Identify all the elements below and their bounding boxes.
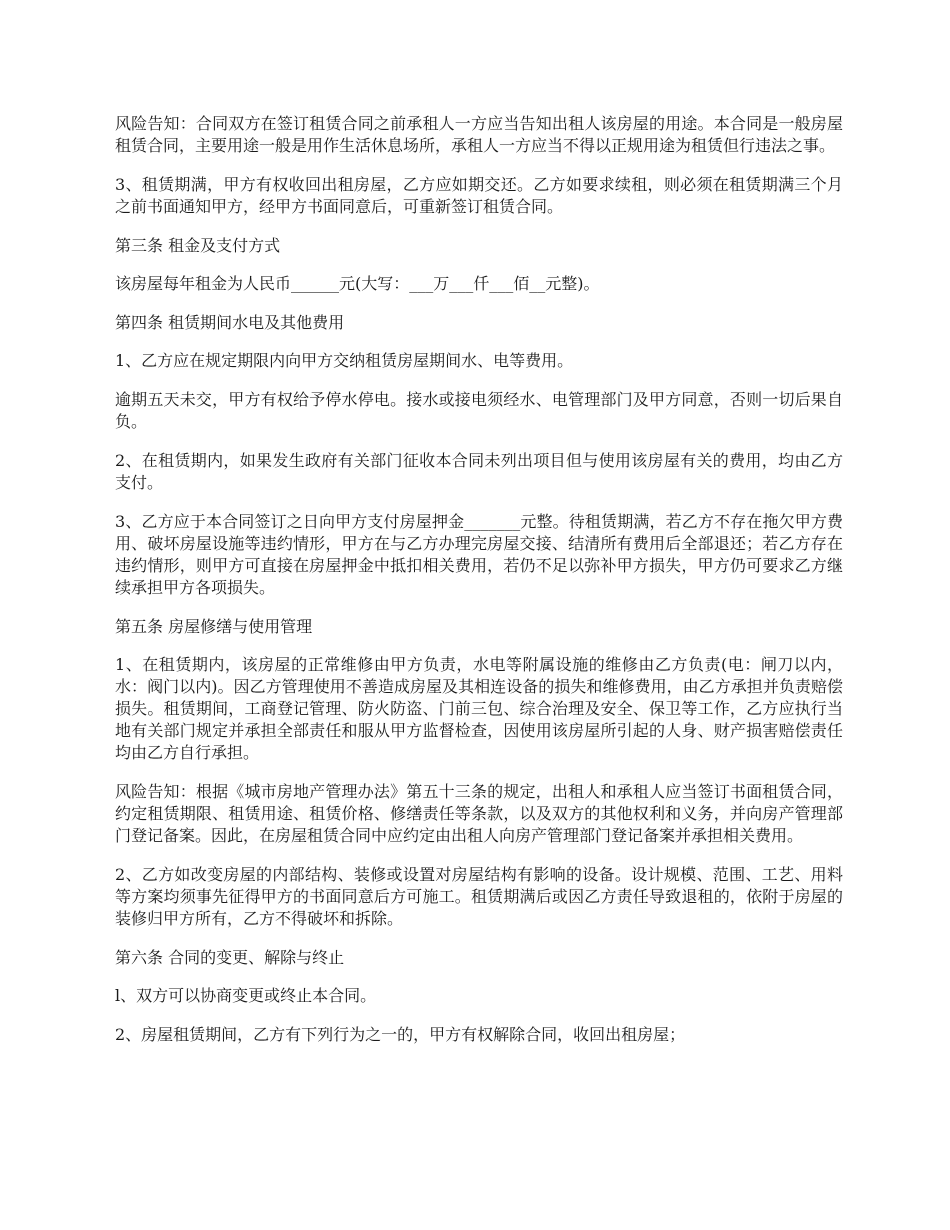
article-heading: 第五条 房屋修缮与使用管理 [115, 617, 313, 636]
clause-paragraph: l、双方可以协商变更或终止本合同。 [115, 986, 377, 1005]
clause-paragraph: 2、乙方如改变房屋的内部结构、装修或设置对房屋结构有影响的设备。设计规模、范围、工艺、用料等方案均须事先征得甲方的书面同意后方可施工。租赁期满后或因乙方责任导致退租的，依附于房屋的装修归甲方所有，乙方不得破坏和拆除。 [115, 865, 843, 928]
document-body [115, 113, 843, 1063]
article-heading: 第四条 租赁期间水电及其他费用 [115, 313, 345, 332]
clause-paragraph: 1、在租赁期内，该房屋的正常维修由甲方负责，水电等附属设施的维修由乙方负责(电：闸刀以内，水：阀门以内)。因乙方管理使用不善造成房屋及其相连设备的损失和维修费用，由乙方承担并负责赔偿损失。租赁期间，工商登记管理、防火防盗、门前三包、综合治理及安全、保卫等工作，乙方应执行当地有关部门规定并承担全部责任和服从甲方监督检查，因使用该房屋所引起的人身、财产损害赔偿责任均由乙方自行承担。 [115, 655, 843, 762]
clause-paragraph: 逾期五天未交，甲方有权给予停水停电。接水或接电须经水、电管理部门及甲方同意，否则一切后果自负。 [115, 390, 843, 431]
clause-paragraph: 2、房屋租赁期间，乙方有下列行为之一的，甲方有权解除合同，收回出租房屋； [115, 1025, 686, 1044]
clause-paragraph: 3、租赁期满，甲方有权收回出租房屋，乙方应如期交还。乙方如要求续租，则必须在租赁期满三个月之前书面通知甲方，经甲方书面同意后，可重新签订租赁合同。 [115, 175, 843, 216]
clause-paragraph: 1、乙方应在规定期限内向甲方交纳租赁房屋期间水、电等费用。 [115, 351, 574, 370]
article-heading: 第三条 租金及支付方式 [115, 236, 281, 255]
risk-notice-paragraph: 风险告知：根据《城市房地产管理办法》第五十三条的规定，出租人和承租人应当签订书面租赁合同，约定租赁期限、租赁用途、租赁价格、修缮责任等条款，以及双方的其他权利和义务，并向房产管理部门登记备案。因此，在房屋租赁合同中应约定由出租人向房产管理部门登记备案并承担相关费用。 [115, 782, 843, 845]
article-heading: 第六条 合同的变更、解除与终止 [115, 948, 345, 967]
clause-paragraph: 该房屋每年租金为人民币______元(大写：___万___仟___佰__元整)。 [115, 274, 600, 293]
clause-paragraph: 3、乙方应于本合同签订之日向甲方支付房屋押金_______元整。待租赁期满，若乙方不存在拖欠甲方费用、破坏房屋设施等违约情形，甲方在与乙方办理完房屋交接、结清所有费用后全部退还；若乙方存在违约情形，则甲方可直接在房屋押金中抵扣相关费用，若仍不足以弥补甲方损失，甲方仍可要求乙方继续承担甲方各项损失。 [115, 512, 843, 597]
risk-notice-paragraph: 风险告知：合同双方在签订租赁合同之前承租人一方应当告知出租人该房屋的用途。本合同是一般房屋租赁合同，主要用途一般是用作生活休息场所，承租人一方应当不得以正规用途为租赁但行违法之事。 [115, 114, 843, 155]
clause-paragraph: 2、在租赁期内，如果发生政府有关部门征收本合同未列出项目但与使用该房屋有关的费用，均由乙方支付。 [115, 451, 843, 492]
